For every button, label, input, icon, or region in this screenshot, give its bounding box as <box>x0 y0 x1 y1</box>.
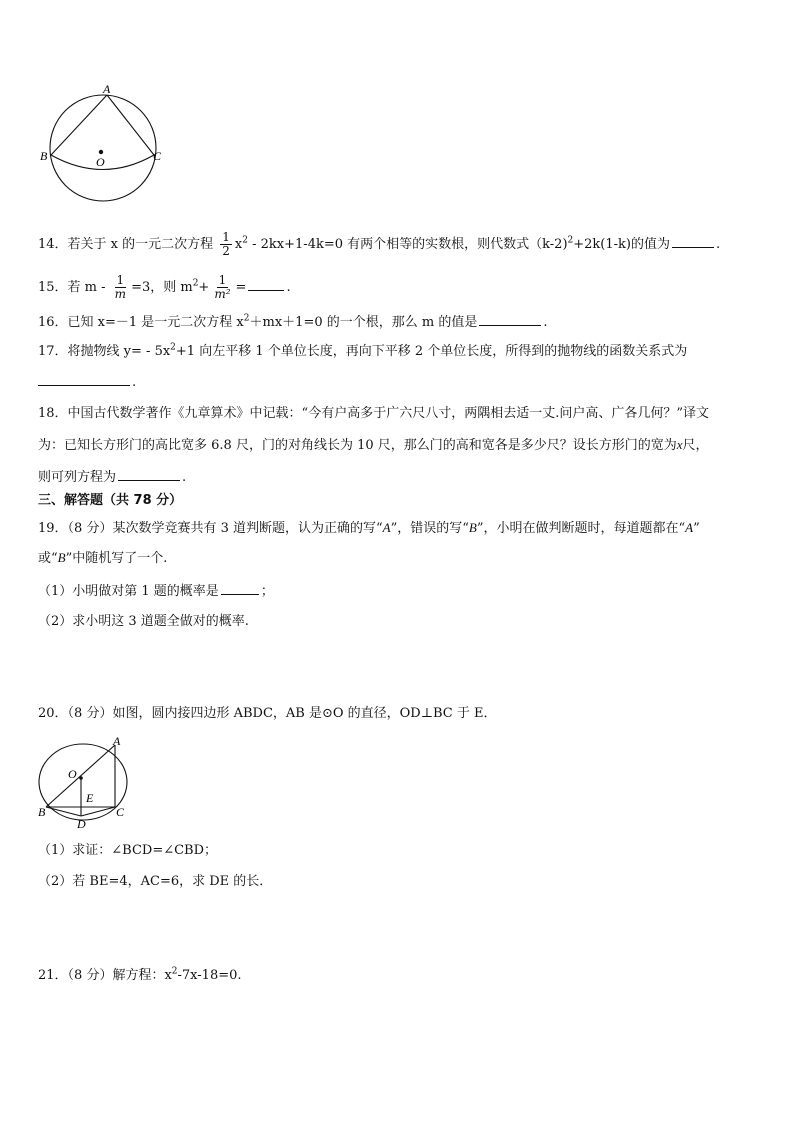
question-18-line-3 <box>38 466 186 488</box>
figure-circle-abdc <box>36 734 136 830</box>
q15-text-pre: 15．若 m - <box>38 280 106 295</box>
line-bd <box>46 807 81 816</box>
q19-sub1-text: （1）小明做对第 1 题的概率是 <box>38 584 219 599</box>
q14-exp2: 2 <box>567 235 574 246</box>
q15-fraction-2 <box>212 274 232 301</box>
q19-text-2a: 或“ <box>38 551 58 566</box>
section-3-title: 三、解答题（共 78 分） <box>38 493 183 508</box>
question-18-line-1: 18．中国古代数学著作《九章算术》中记载：“今有户高多于广六尺八寸，两隅相去适一丈.问户高、广各几何？”译文 <box>38 406 709 421</box>
question-20-line-1: 20．（8 分）如图，圆内接四边形 ABDC，AB 是⊙O 的直径，OD⊥BC 于 E． <box>38 706 497 721</box>
center-point-2 <box>79 776 83 780</box>
q18-text-2b: 尺， <box>682 438 709 453</box>
question-14 <box>38 231 720 258</box>
q14-text-pre: 14．若关于 x 的一元二次方程 <box>38 237 214 252</box>
q16-end: . <box>543 315 548 330</box>
question-19-line-1 <box>38 518 700 539</box>
q19-text-1b: ”，错误的写“ <box>390 521 469 536</box>
q16-text-b: ＋mx＋1=0 的一个根，那么 m 的值是 <box>249 315 478 330</box>
q15-frac2-den: m² <box>214 287 231 301</box>
q18-text-2a: 为：已知长方形门的高比宽多 6.8 尺，门的对角线长为 10 尺，那么门的高和宽各是多少尺？设长方形门的宽为 <box>38 438 677 453</box>
question-20-sub-2: （2）若 BE=4，AC=6，求 DE 的长． <box>38 874 273 889</box>
q15-exp: 2 <box>192 278 199 289</box>
q18-var-x: x <box>676 437 683 452</box>
q15-answer-blank[interactable] <box>248 276 284 291</box>
q17-exp: 2 <box>170 342 176 353</box>
q16-text-a: 16．已知 x=－1 是一元二次方程 x <box>38 315 244 330</box>
question-19-sub-1 <box>38 580 274 602</box>
label-o: O <box>96 155 105 169</box>
center-point <box>99 150 103 154</box>
q17-text-a: 17．将抛物线 y= - 5x <box>38 344 171 359</box>
chord-ac <box>107 95 154 155</box>
q21-exp: 2 <box>171 966 178 977</box>
q18-text-3: 则可列方程为 <box>38 470 117 485</box>
q21-text-b: -7x-18=0. <box>177 968 242 983</box>
chord-ba <box>51 95 107 155</box>
question-21 <box>38 966 242 986</box>
label-c: C <box>153 149 162 163</box>
q18-answer-blank[interactable] <box>118 466 180 481</box>
fig20-label-o: O <box>68 767 77 781</box>
fig20-label-b: B <box>38 805 46 819</box>
label-a: A <box>103 84 111 96</box>
q19-text-1c: ”，小明在做判断题时，每道题都在“ <box>476 521 686 536</box>
q17-text-b: +1 向左平移 1 个单位长度，再向下平移 2 个单位长度，所得到的抛物线的函数关系式为 <box>175 344 688 359</box>
q14-text-b: - 2kx+1-4k=0 有两个相等的实数根，则代数式（k-2) <box>248 237 568 252</box>
q19-text-2b: ”中随机写了一个. <box>65 551 168 566</box>
q19-letter-a2: A <box>685 520 694 535</box>
q15-end: . <box>286 280 291 295</box>
q15-text-mid: =3，则 m <box>131 280 193 295</box>
q14-exp: 2 <box>242 235 248 246</box>
fig20-label-d: D <box>77 817 86 830</box>
q19-sub1-end: ； <box>260 584 274 599</box>
q15-fraction-1 <box>113 274 128 301</box>
q14-end: . <box>716 237 721 252</box>
question-19-line-2 <box>38 548 167 569</box>
q15-frac1-num: 1 <box>116 273 125 287</box>
q17-answer-blank[interactable] <box>38 371 130 386</box>
fig20-label-a: A <box>113 734 121 748</box>
q18-end: . <box>182 470 187 485</box>
q16-answer-blank[interactable] <box>479 311 541 326</box>
q15-plus: + <box>198 280 210 295</box>
question-18-line-2 <box>38 435 709 456</box>
q19-answer-blank[interactable] <box>221 580 259 595</box>
q16-exp: 2 <box>243 313 250 324</box>
q14-x: x <box>234 237 243 252</box>
q15-frac2-num: 1 <box>218 273 227 287</box>
question-19-sub-2: （2）求小明这 3 道题全做对的概率. <box>38 614 249 629</box>
q19-text-1a: 19．（8 分）某次数学竞赛共有 3 道判断题，认为正确的写“ <box>38 521 383 536</box>
q19-letter-b: B <box>468 520 477 535</box>
question-15 <box>38 274 291 301</box>
q14-frac-den: 2 <box>222 244 230 258</box>
fig20-label-e: E <box>86 791 94 805</box>
q17-end: . <box>132 375 137 390</box>
figure-circle-abc <box>36 84 176 204</box>
question-17 <box>38 342 687 362</box>
label-b: B <box>40 149 48 163</box>
q14-text-c: +2k(1-k)的值为 <box>573 237 670 252</box>
q19-letter-b2: B <box>57 550 66 565</box>
q19-letter-a: A <box>382 520 391 535</box>
question-16 <box>38 311 547 333</box>
q21-text-a: 21．（8 分）解方程：x <box>38 968 172 983</box>
q14-fraction <box>220 231 232 258</box>
circle-o <box>50 95 156 201</box>
q15-frac1-den: m <box>114 287 127 301</box>
q14-frac-num: 1 <box>222 230 230 244</box>
q19-text-1d: ” <box>693 521 700 536</box>
q15-eq: = <box>235 280 247 295</box>
question-20-sub-1: （1）求证：∠BCD=∠CBD； <box>38 843 218 858</box>
fig20-label-c: C <box>116 805 125 819</box>
question-17-answer-line <box>38 371 136 393</box>
q14-answer-blank[interactable] <box>672 233 714 248</box>
